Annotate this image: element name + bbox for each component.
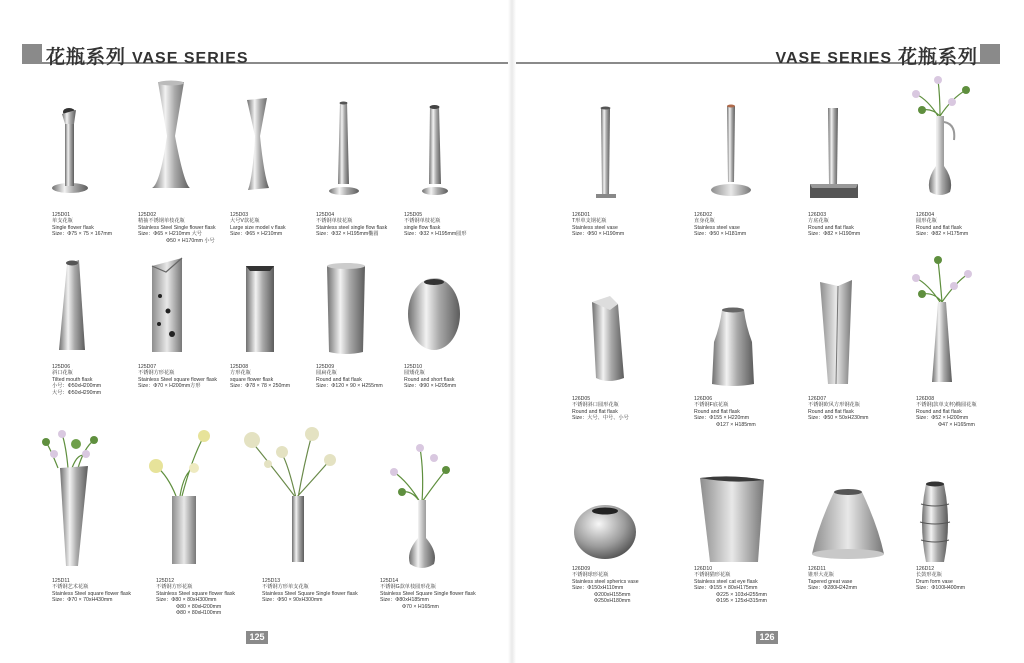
caption-line: Round and flat flask <box>808 408 854 415</box>
caption-line: 圆扁花瓶 <box>316 370 337 377</box>
item-125D06-caption <box>52 364 101 396</box>
vase-126D09-image <box>572 502 638 562</box>
caption-line: Size：Φ32 × H195mm椭圆 <box>316 231 379 238</box>
caption-line: Round and flat flask <box>316 376 362 383</box>
caption-line: Stainless Steel Single flower flask <box>138 224 216 231</box>
vase-125D05-image <box>416 100 454 198</box>
page-title-cn: 花瓶系列 <box>46 46 127 68</box>
caption-line: 不锈钢G款单枝圆形花瓶 <box>380 584 436 591</box>
caption-line: 圆矮花瓶 <box>404 370 425 377</box>
caption-line: Φ50 × H170mm 小号 <box>166 237 215 244</box>
caption-line: Stainless steel single flow flask <box>316 224 388 231</box>
caption-line: Size：Φ70 × 70xH430mm <box>52 597 113 604</box>
item-126D10-caption <box>694 566 767 604</box>
caption-line: 126D02 <box>694 212 713 218</box>
vase-125D11-image <box>38 428 104 570</box>
item-125D09-caption <box>316 364 383 390</box>
vase-126D07-image <box>816 278 856 388</box>
caption-line: 126D05 <box>572 396 591 402</box>
caption-line: 125D14 <box>380 578 399 584</box>
caption-line: Φ250xH180mm <box>594 598 631 605</box>
caption-line: Stainless Steel Square Single flower flask <box>262 590 358 597</box>
vase-125D07-image <box>146 256 188 356</box>
caption-line: 125D06 <box>52 364 71 370</box>
item-125D01-caption <box>52 212 112 238</box>
caption-line: 125D05 <box>404 212 423 218</box>
caption-line: Large size model v flask <box>230 224 286 231</box>
vase-125D08-image <box>240 262 280 356</box>
caption-line: Stainless Steel square flower flask <box>156 590 236 597</box>
item-126D07-caption <box>808 396 869 422</box>
caption-line: Size：Φ50 × 90xH300mm <box>262 597 323 604</box>
caption-line: 长鼓形花瓶 <box>916 572 942 579</box>
item-126D08-caption <box>916 396 977 428</box>
caption-line: 125D07 <box>138 364 157 370</box>
caption-line: 方底花瓶 <box>808 218 829 225</box>
vase-125D09-image <box>323 260 369 356</box>
item-125D02-caption <box>138 212 216 244</box>
caption-line: 大号：Φ50xH290mm <box>52 389 102 396</box>
vase-126D10-image <box>698 474 768 566</box>
item-126D11-caption <box>808 566 857 592</box>
caption-line: single flow flask <box>404 224 441 231</box>
caption-line: Drum form vase <box>916 578 953 585</box>
caption-line: 不锈钢F底花瓶 <box>694 402 729 409</box>
caption-line: Single flower flask <box>52 224 94 231</box>
caption-line: 不锈钢艺术花瓶 <box>52 584 89 591</box>
item-126D12-caption <box>916 566 965 592</box>
caption-line: 126D01 <box>572 212 591 218</box>
caption-line: 126D08 <box>916 396 935 402</box>
caption-line: Size：Φ82 × H175mm <box>916 231 969 238</box>
caption-line: 不锈钢方形花瓶 <box>138 370 175 377</box>
caption-line: Φ195 × 125xH315mm <box>716 598 767 605</box>
caption-line: 125D04 <box>316 212 335 218</box>
caption-line: Size：Φ150xH110mm <box>572 585 624 592</box>
caption-line: Round and flat flask <box>694 408 740 415</box>
caption-line: 不锈钢(款单支杯)椭圆花瓶 <box>916 402 977 409</box>
caption-line: Stainless Steel square flower flask <box>52 590 132 597</box>
caption-line: Size：Φ100H400mm <box>916 585 966 592</box>
page-title-cn: 花瓶系列 <box>897 46 978 68</box>
caption-line: Size：Φ52 × H200mm <box>916 415 969 422</box>
item-126D03-caption <box>808 212 860 238</box>
vase-125D04-image <box>325 98 363 198</box>
caption-line: 不锈钢单枝花瓶 <box>316 218 353 225</box>
caption-line: 锥形大花瓶 <box>808 572 834 579</box>
caption-line: 不锈钢猫形花瓶 <box>694 572 731 579</box>
item-125D14-caption <box>380 578 476 610</box>
caption-line: Φ127 × H185mm <box>716 421 756 428</box>
vase-126D11-image <box>808 486 888 562</box>
page-title-en: VASE SERIES <box>775 50 892 67</box>
caption-line: Φ70 × H165mm <box>402 603 439 610</box>
vase-125D01-image <box>48 100 92 196</box>
caption-line: 126D06 <box>694 396 713 402</box>
page-title-en: VASE SERIES <box>132 50 249 67</box>
vase-125D03-image <box>242 96 274 192</box>
vase-125D02-image <box>148 80 194 192</box>
caption-line: 不锈钢斜口圆形花瓶 <box>572 402 619 409</box>
caption-line: 126D12 <box>916 566 935 572</box>
caption-line: 125D12 <box>156 578 175 584</box>
vase-125D06-image <box>55 258 89 354</box>
caption-line: Size：Φ50 × 50xH230mm <box>808 415 869 422</box>
caption-line: Φ47 × H165mm <box>938 421 975 428</box>
caption-line: 圆形花瓶 <box>916 218 937 225</box>
caption-line: Size：大号、中号、小号 <box>572 415 629 422</box>
item-126D06-caption <box>694 396 756 428</box>
caption-line: Φ80 × 80xH200mm <box>176 603 222 610</box>
caption-line: T形单支钢花瓶 <box>572 218 607 225</box>
caption-line: Stainless steel cat eye flask <box>694 578 758 585</box>
caption-line: Size：Φ90 × H205mm <box>404 383 457 390</box>
caption-line: 126D03 <box>808 212 827 218</box>
caption-line: 126D04 <box>916 212 935 218</box>
caption-line: Size：Φ75 × 75 × 167mm <box>52 231 113 238</box>
header-tab <box>980 44 1000 64</box>
caption-line: 125D11 <box>52 578 70 584</box>
caption-line: 斜口花瓶 <box>52 370 73 377</box>
caption-line: Round and flat flask <box>916 224 962 231</box>
caption-line: Tapered great vase <box>808 578 853 585</box>
caption-line: Size：Φ78 × 78 × 250mm <box>230 383 291 390</box>
page-title <box>775 42 978 69</box>
caption-line: 125D02 <box>138 212 157 218</box>
caption-line: Stainless steel spherics vase <box>572 578 639 585</box>
item-126D09-caption <box>572 566 639 604</box>
header-tab <box>22 44 42 64</box>
vase-125D12-image <box>142 428 214 568</box>
caption-line: 125D10 <box>404 364 423 370</box>
caption-line: 不锈钢球形花瓶 <box>572 572 609 579</box>
caption-line: 125D08 <box>230 364 249 370</box>
caption-line: Stainless steel vase <box>694 224 740 231</box>
caption-line: 精抽不锈钢单枝花瓶 <box>138 218 185 225</box>
caption-line: Φ200xH155mm <box>594 591 631 598</box>
page-title <box>46 42 249 69</box>
caption-line: Φ80 × 80xH100mm <box>176 610 222 617</box>
caption-line: 大号V款花瓶 <box>230 218 260 225</box>
caption-line: 125D01 <box>52 212 71 218</box>
item-126D05-caption <box>572 396 629 422</box>
vase-125D14-image <box>384 442 454 572</box>
caption-line: 126D10 <box>694 566 713 572</box>
caption-line: Size：Φ280H242mm <box>808 585 858 592</box>
caption-line: Size：Φ70 × H200mm方形 <box>138 383 201 390</box>
item-125D05-caption <box>404 212 467 238</box>
caption-line: 125D03 <box>230 212 249 218</box>
caption-line: Round and short flask <box>404 376 455 383</box>
caption-line: 126D09 <box>572 566 591 572</box>
caption-line: 126D11 <box>808 566 826 572</box>
vase-125D10-image <box>406 276 462 352</box>
item-125D12-caption <box>156 578 235 616</box>
caption-line: 126D07 <box>808 396 827 402</box>
caption-line: square flower flask <box>230 376 274 383</box>
caption-line: 不锈钢方形花瓶 <box>156 584 193 591</box>
caption-line: Size：Φ32 × H195mm圆形 <box>404 231 467 238</box>
right-catalog-page <box>512 0 1024 663</box>
caption-line: 单支花瓶 <box>52 218 73 225</box>
caption-line: Size：Φ155 × H220mm <box>694 415 750 422</box>
caption-line: Stainless Steel Square Single flower flask <box>380 590 476 597</box>
item-125D11-caption <box>52 578 131 604</box>
caption-line: Size：Φ80xH185mm <box>380 597 429 604</box>
caption-line: Tilted mouth flask <box>52 376 93 383</box>
caption-line: Size：Φ80 × 80xH300mm <box>156 597 217 604</box>
item-125D13-caption <box>262 578 358 604</box>
caption-line: 125D09 <box>316 364 335 370</box>
vase-126D02-image <box>708 102 754 198</box>
vase-126D06-image <box>708 306 758 388</box>
vase-126D05-image <box>588 294 632 384</box>
caption-line: Stainless steel vase <box>572 224 618 231</box>
caption-line: Stainless Steel square flower flask <box>138 376 218 383</box>
caption-line: 不锈钢单枝花瓶 <box>404 218 441 225</box>
vase-126D12-image <box>918 480 952 566</box>
caption-line: 不锈钢欧风方形钢花瓶 <box>808 402 860 409</box>
page-number-125: 125 <box>246 631 268 644</box>
caption-line: Size：Φ50 × H190mm <box>572 231 625 238</box>
caption-line: Size：Φ120 × 90 × H255mm <box>316 383 383 390</box>
caption-line: 125D13 <box>262 578 281 584</box>
page-number-126: 126 <box>756 631 778 644</box>
vase-126D04-image <box>910 76 974 200</box>
item-126D02-caption <box>694 212 746 238</box>
caption-line: Size：Φ65 × H210mm <box>230 231 283 238</box>
item-126D01-caption <box>572 212 624 238</box>
caption-line: Size：Φ155 × 80xH175mm <box>694 585 758 592</box>
caption-line: 不锈钢方形单支花瓶 <box>262 584 309 591</box>
caption-line: 小号：Φ50xH200mm <box>52 383 102 390</box>
item-125D04-caption <box>316 212 387 238</box>
caption-line: Φ225 × 103xH255mm <box>716 591 767 598</box>
item-125D07-caption <box>138 364 217 390</box>
vase-125D13-image <box>238 424 338 568</box>
vase-126D01-image <box>592 104 620 200</box>
caption-line: Round and flat flask <box>808 224 854 231</box>
caption-line: Size：Φ82 × H190mm <box>808 231 861 238</box>
caption-line: Size：Φ50 × H181mm <box>694 231 747 238</box>
item-126D04-caption <box>916 212 968 238</box>
vase-126D08-image <box>910 256 974 388</box>
item-125D03-caption <box>230 212 286 238</box>
caption-line: Round and flat flask <box>916 408 962 415</box>
caption-line: Size：Φ65 × H210mm 大号 <box>138 231 202 238</box>
caption-line: 方形花瓶 <box>230 370 251 377</box>
item-125D08-caption <box>230 364 290 390</box>
caption-line: 直身花瓶 <box>694 218 715 225</box>
caption-line: Round and flat flask <box>572 408 618 415</box>
vase-126D03-image <box>806 104 862 200</box>
item-125D10-caption <box>404 364 456 390</box>
